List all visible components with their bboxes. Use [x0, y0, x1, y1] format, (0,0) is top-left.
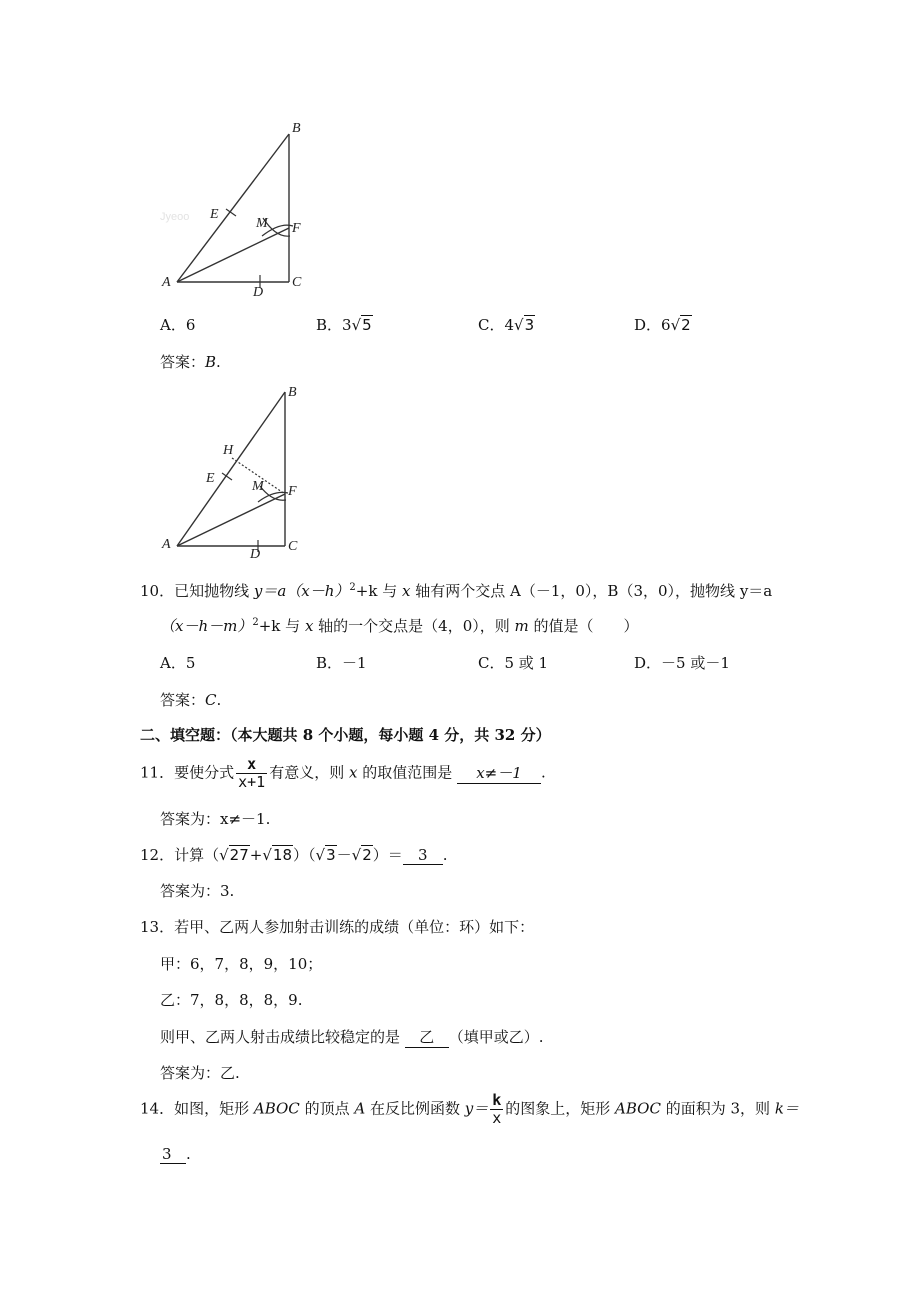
label-M: M: [256, 216, 268, 231]
label-A: A: [162, 537, 171, 552]
label-C: C: [292, 275, 302, 290]
q12-answer: 答案为：3.: [160, 882, 235, 900]
section-2-title: 二、填空题：（本大题共 8 个小题，每小题 4 分，共 32 分）: [140, 726, 551, 744]
q10-option-c: C．5 或 1: [478, 654, 549, 672]
q10-option-b: B．－1: [316, 654, 367, 672]
label-C: C: [288, 539, 298, 554]
triangle-figure-1: [150, 112, 320, 302]
q13-prompt: 则甲、乙两人射击成绩比较稳定的是 乙 （填甲或乙）.: [160, 1028, 544, 1046]
q10-line-2: $(x-h-m)^2+k$ 与 x 轴的一个交点是（4，0），则 m 的值是（ ）: [160, 617, 639, 635]
label-E: E: [206, 471, 215, 486]
q11-blank: x≠－1: [457, 762, 541, 784]
q14-blank: 3: [160, 1145, 186, 1164]
label-F: F: [292, 221, 301, 236]
q13-blank: 乙: [405, 1026, 449, 1048]
label-B: B: [292, 121, 301, 136]
label-D: D: [250, 547, 261, 562]
q14-blank-line: 3 .: [162, 1145, 191, 1163]
q11-answer: 答案为：x≠－1.: [160, 810, 271, 828]
label-H: H: [223, 443, 234, 458]
q11-fraction: $\frac{x}{x+1}$: [238, 755, 266, 791]
q13-jia-scores: 甲：6，7，8，9，10；: [160, 955, 323, 973]
q9-option-d: D．6√2: [634, 316, 691, 334]
q14-question: 14．如图，矩形 ABOC 的顶点 A 在反比例函数 y＝ $\frac{k}{x}$ 的图象上，矩形 ABOC 的面积为 3，则 k＝: [140, 1091, 799, 1127]
q9-option-b: B．3√5: [316, 316, 372, 334]
q11-question: 11．要使分式 $\frac{x}{x+1}$ 有意义，则 x 的取值范围是 x≠－1 .: [140, 755, 546, 791]
label-D: D: [253, 285, 264, 300]
q9-option-a: A．6: [160, 316, 196, 334]
figure-watermark: Jyeoo: [160, 211, 190, 223]
q14-fraction: $\frac{k}{x}$: [492, 1091, 502, 1127]
q12-question: 12．计算（√27+√18）（√3－√2）＝ 3 .: [140, 846, 448, 864]
q12-blank: 3: [403, 846, 443, 865]
q9-answer: 答案：B.: [160, 353, 221, 371]
q10-option-a: A．5: [160, 654, 196, 672]
label-M: M: [252, 479, 264, 494]
q9-option-c: C．4√3: [478, 316, 535, 334]
label-E: E: [210, 207, 219, 222]
q13-answer: 答案为：乙.: [160, 1064, 240, 1082]
label-F: F: [288, 484, 297, 499]
label-B: B: [288, 385, 297, 400]
q13-yi-scores: 乙：7，8，8，8，9.: [160, 991, 303, 1009]
q13-question: 13．若甲、乙两人参加射击训练的成绩（单位：环）如下：: [140, 918, 535, 936]
q10-answer: 答案：C.: [160, 691, 222, 709]
q10-line-1: 10．已知抛物线 $y=a(x-h)^2+k$ 与 x 轴有两个交点 A（－1，0），B（3，0），抛物线 y＝a: [140, 582, 773, 600]
label-A: A: [162, 275, 171, 290]
triangle-figure-2: [150, 378, 320, 568]
q10-option-d: D．－5 或－1: [634, 654, 730, 672]
